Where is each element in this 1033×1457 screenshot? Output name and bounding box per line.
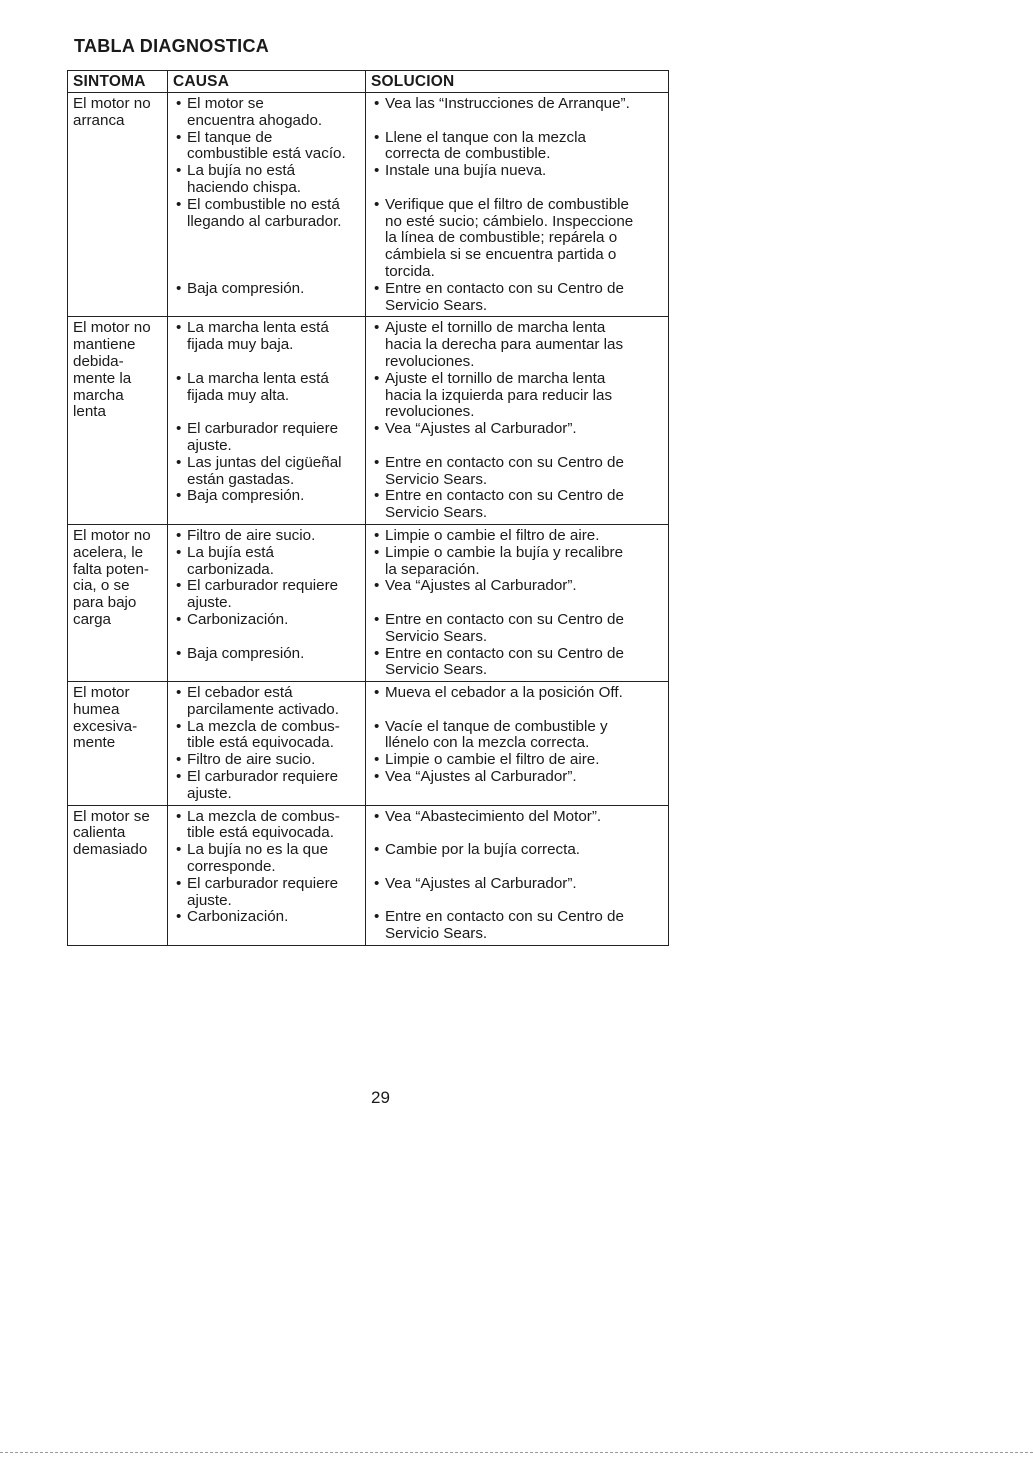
symptom-text: El motor humea excesiva- mente [73,684,138,752]
solution-item: • Vea “Ajustes al Carburador”. [371,578,664,595]
cause-list [173,528,361,662]
cause-item: • El carburador requiere ajuste. [173,876,361,910]
solution-item: • Vea “Ajustes al Carburador”. [371,421,664,438]
cause-cell [168,317,366,525]
solution-item: • Llene el tanque con la mezcla correcta de combustible. [371,130,664,164]
table-header-row [68,71,669,93]
cause-item: • La marcha lenta está fijada muy alta. [173,371,361,405]
solution-list [371,809,664,943]
solution-item: • Ajuste el tornillo de marcha lenta hacia la derecha para aumentar las revoluciones. [371,320,664,370]
symptom-cell [68,93,168,317]
cause-item: • El carburador requiere ajuste. [173,578,361,612]
cause-item: • El carburador requiere ajuste. [173,421,361,455]
page-title: TABLA DIAGNOSTICA [74,36,270,56]
solution-item: • Entre en contacto con su Centro de Servicio Sears. [371,281,664,315]
cause-item: • Baja compresión. [173,488,361,505]
cause-item: • Carbonización. [173,909,361,926]
solution-item: • Entre en contacto con su Centro de Servicio Sears. [371,909,664,943]
solution-cell [366,317,669,525]
table-row [68,805,669,945]
cause-item: • La mezcla de combus- tible está equivocada. [173,809,361,843]
solution-item: • Vea “Ajustes al Carburador”. [371,876,664,893]
header-solution: SOLUCION [366,71,669,93]
cause-cell [168,682,366,806]
cause-item: • Filtro de aire sucio. [173,528,361,545]
page-number: 29 [371,1088,390,1107]
solution-item: • Limpie o cambie la bujía y recalibre la separación. [371,545,664,579]
solution-item: • Cambie por la bujía correcta. [371,842,664,859]
cause-item: • Baja compresión. [173,281,361,298]
cause-item: • El cebador está parcilamente activado. [173,685,361,719]
solution-cell [366,93,669,317]
cause-item: • Baja compresión. [173,646,361,663]
solution-list [371,96,664,314]
cause-list [173,96,361,298]
solution-item: • Instale una bujía nueva. [371,163,664,180]
symptom-cell [68,805,168,945]
solution-item: • Entre en contacto con su Centro de Servicio Sears. [371,612,664,646]
cause-item: • El combustible no está llegando al carburador. [173,197,361,231]
cause-item: • El carburador requiere ajuste. [173,769,361,803]
solution-item: • Entre en contacto con su Centro de Servicio Sears. [371,455,664,489]
solution-item: • Vea “Ajustes al Carburador”. [371,769,664,786]
cause-item: • La bujía no es la que corresponde. [173,842,361,876]
symptom-cell [68,524,168,681]
solution-item: • Mueva el cebador a la posición Off. [371,685,664,702]
bottom-divider [0,1452,1033,1453]
solution-item: • Entre en contacto con su Centro de Servicio Sears. [371,488,664,522]
solution-item: • Vacíe el tanque de combustible y llénelo con la mezcla correcta. [371,719,664,753]
solution-item: • Limpie o cambie el filtro de aire. [371,752,664,769]
solution-item: • Entre en contacto con su Centro de Servicio Sears. [371,646,664,680]
cause-item: • Las juntas del cigüeñal están gastadas. [173,455,361,489]
solution-item: • Vea las “Instrucciones de Arranque”. [371,96,664,113]
table-row [68,682,669,806]
solution-list [371,685,664,786]
cause-item: • La marcha lenta está fijada muy baja. [173,320,361,354]
cause-item: • La bujía está carbonizada. [173,545,361,579]
solution-list [371,320,664,522]
cause-cell [168,93,366,317]
cause-item: • El motor se encuentra ahogado. [173,96,361,130]
solution-list [371,528,664,679]
header-symptom: SINTOMA [68,71,168,93]
cause-list [173,809,361,927]
symptom-text: El motor no acelera, le falta poten- cia, o se para bajo carga [73,526,151,628]
table-row [68,93,669,317]
solution-item: • Ajuste el tornillo de marcha lenta hacia la izquierda para reducir las revoluciones. [371,371,664,421]
symptom-cell [68,682,168,806]
solution-item: • Verifique que el filtro de combustible no esté sucio; cámbielo. Inspeccione la línea de combustible; repárela o cámbiela si se encuentra partida o torcida. [371,197,664,281]
cause-item: • La mezcla de combus- tible está equivocada. [173,719,361,753]
symptom-text: El motor no mantiene debida- mente la marcha lenta [73,319,151,421]
cause-item: • La bujía no está haciendo chispa. [173,163,361,197]
symptom-text: El motor no arranca [73,95,151,129]
solution-cell [366,682,669,806]
diagnostic-table [67,70,669,946]
solution-cell [366,805,669,945]
solution-item: • Limpie o cambie el filtro de aire. [371,528,664,545]
cause-cell [168,805,366,945]
table-row [68,524,669,681]
cause-list [173,685,361,803]
cause-list [173,320,361,505]
solution-item: • Vea “Abastecimiento del Motor”. [371,809,664,826]
header-cause: CAUSA [168,71,366,93]
cause-item: • Carbonización. [173,612,361,629]
cause-cell [168,524,366,681]
solution-cell [366,524,669,681]
cause-item: • El tanque de combustible está vacío. [173,130,361,164]
table-row [68,317,669,525]
symptom-cell [68,317,168,525]
cause-item: • Filtro de aire sucio. [173,752,361,769]
symptom-text: El motor se calienta demasiado [73,807,150,859]
